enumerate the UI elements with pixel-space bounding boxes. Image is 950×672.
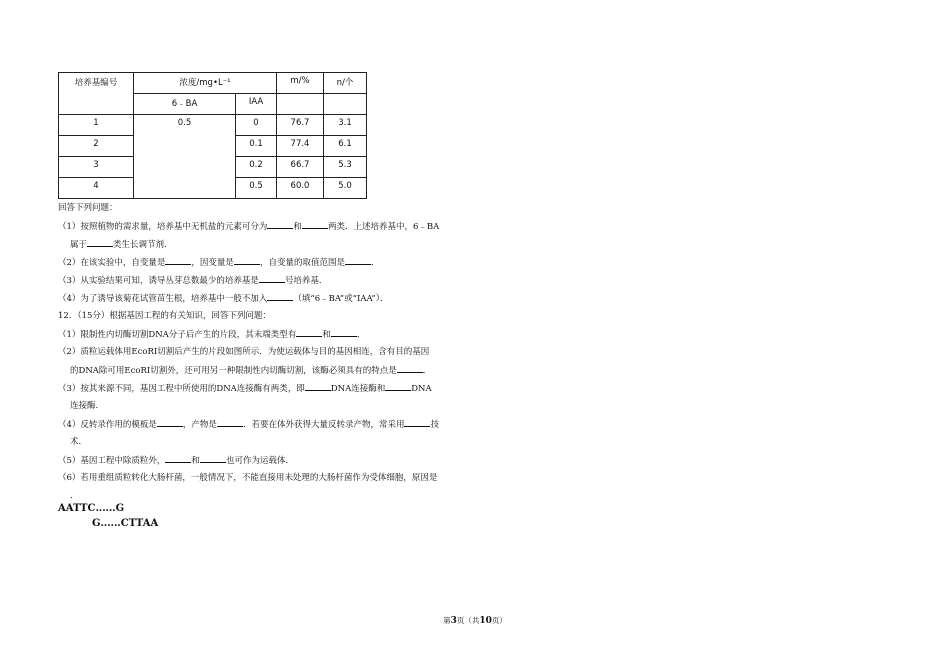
row-m: 76.7: [277, 115, 324, 136]
q11-intro: 回答下列问题：: [58, 203, 118, 213]
answer-blank: [165, 255, 191, 265]
answer-blank: [296, 327, 322, 337]
header-m-empty: [277, 94, 324, 115]
header-n-empty: [324, 94, 367, 115]
answer-blank: [404, 417, 430, 427]
page-footer: 第3页（共10页）: [443, 616, 507, 626]
current-page: 3: [450, 616, 457, 626]
q12-part2-line2: 的DNA除可用EcoRⅠ切割外，还可用另一种限制性内切酶切割，该酶必须具有的特点是 ．: [70, 363, 431, 376]
row-iaa: 0.2: [236, 157, 277, 178]
row-n: 3.1: [324, 115, 367, 136]
row-iaa: 0: [236, 115, 277, 136]
culture-medium-table: [58, 72, 367, 199]
q12-part1: （1）限制性内切酶切割DNA分子后产生的片段，其末端类型有 和 ．: [58, 327, 365, 340]
row-n: 5.0: [324, 178, 367, 199]
answer-blank: [259, 273, 285, 283]
answer-blank: [267, 291, 293, 301]
header-m: m/%: [277, 73, 324, 94]
row-iaa: 0.5: [236, 178, 277, 199]
row-id: 4: [59, 178, 134, 199]
q12-part3-line2: 连接酶．: [70, 401, 105, 411]
answer-blank: [385, 381, 411, 391]
answer-blank: [200, 453, 226, 463]
q11-part2: （2）在该实验中，自变量是 ，因变量是 ，自变量的取值范围是 ．: [58, 255, 379, 268]
row-m: 66.7: [277, 157, 324, 178]
row-n: 6.1: [324, 136, 367, 157]
header-6ba: 6﹣BA: [134, 94, 236, 115]
answer-blank: [165, 453, 191, 463]
header-iaa: IAA: [236, 94, 277, 115]
q12-part3-line1: （3）按其来源不同，基因工程中所使用的DNA连接酶有两类，即 DNA连接酶和 DNA: [58, 381, 432, 394]
q11-part3: （3）从实验结果可知，诱导丛芽总数最少的培养基是 号培养基．: [58, 273, 327, 286]
row-n: 5.3: [324, 157, 367, 178]
q12-part4-line1: （4）反转录作用的模板是 ，产物是 ．若要在体外获得大量反转录产物，常采用 技: [58, 417, 439, 430]
q12-part2-line1: （2）质粒运载体用EcoRⅠ切割后产生的片段如图所示．为使运载体与目的基因相连，含有目的基因: [58, 347, 430, 357]
q11-part1-line2: 属于 类生长调节剂．: [70, 237, 173, 250]
answer-blank: [234, 255, 260, 265]
sequence-top-strand: AATTC‥‥‥G: [58, 503, 125, 514]
q12-part4-line2: 术．: [70, 437, 88, 447]
q12-part5: （5）基因工程中除质粒外， 和 也可作为运载体．: [58, 453, 294, 466]
answer-blank: [302, 219, 328, 229]
sequence-bottom-strand: G‥‥‥CTTAA: [92, 518, 159, 529]
answer-blank: [267, 219, 293, 229]
row-m: 77.4: [277, 136, 324, 157]
answer-blank: [87, 237, 113, 247]
row-id: 3: [59, 157, 134, 178]
header-concentration: 浓度/mg•L⁻¹: [134, 73, 277, 94]
row-id: 2: [59, 136, 134, 157]
answer-blank: [305, 381, 331, 391]
q11-part4: （4）为了诱导该菊花试管苗生根，培养基中一般不加入 （填“6﹣BA”或“IAA”）．: [58, 291, 388, 304]
answer-blank: [217, 417, 243, 427]
header-n: n/个: [324, 73, 367, 94]
answer-blank: [345, 255, 371, 265]
q11-part1-line1: （1）按照植物的需求量，培养基中无机盐的元素可分为 和 两类．上述培养基中，6﹣BA: [58, 219, 439, 232]
q12-title: 12．（15分）根据基因工程的有关知识，回答下列问题：: [58, 311, 271, 321]
q12-part6-line1: （6）若用重组质粒转化大肠杆菌，一般情况下，不能直接用未处理的大肠杆菌作为受体细胞，原因是: [58, 473, 438, 483]
ba-value-cell: 0.5: [134, 115, 236, 199]
answer-blank: [331, 327, 357, 337]
total-pages: 10: [479, 616, 492, 626]
answer-blank: [157, 417, 183, 427]
q12-part6-line2: ．: [70, 491, 79, 501]
row-iaa: 0.1: [236, 136, 277, 157]
answer-blank: [397, 363, 423, 373]
header-medium-id: 培养基编号: [59, 73, 134, 115]
row-id: 1: [59, 115, 134, 136]
row-m: 60.0: [277, 178, 324, 199]
